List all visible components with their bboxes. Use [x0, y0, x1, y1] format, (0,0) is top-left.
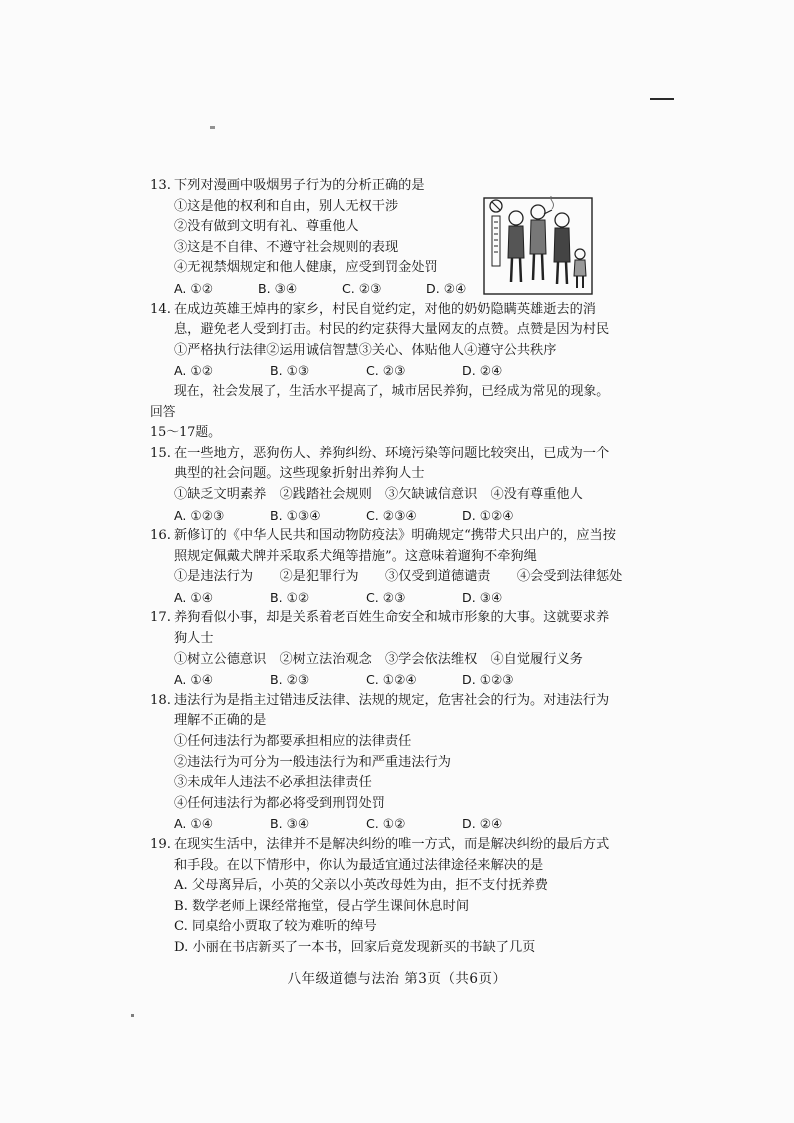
answer-choices: [150, 506, 620, 527]
question-text: 违法行为是指主过错违反法律、法规的规定，危害社会的行为。对违法行为理解不正确的是: [174, 692, 610, 729]
question-stem: [150, 526, 620, 567]
choice-a: A. ①④: [174, 672, 213, 688]
statement-4: ④任何违法行为都必将受到刑罚处罚: [174, 795, 385, 811]
answer-choices: [150, 361, 620, 382]
choice-a: A. 父母离异后，小英的父亲以小英改母姓为由，拒不支付抚养费: [174, 878, 548, 894]
question-text: 下列对漫画中吸烟男子行为的分析正确的是: [174, 178, 425, 193]
choice-c: C. ①②④: [366, 672, 417, 688]
choice-b: B. ③④: [270, 816, 310, 832]
answer-choices: [150, 588, 620, 609]
answer-choices: [150, 814, 620, 835]
choice-d: D. ①②③: [462, 672, 514, 688]
question-number: 16.: [150, 528, 171, 544]
choice-a: A. ①②③: [174, 507, 225, 523]
choice-a: A. ①②: [174, 363, 213, 379]
statement-list: ①是违法行为 ②是犯罪行为 ③仅受到道德谴责 ④会受到法律惩处: [174, 569, 623, 585]
choice-c: C. ②③: [366, 589, 406, 605]
question-number: 15.: [150, 445, 171, 461]
statement-list: ①严格执行法律②运用诚信智慧③关心、体贴他人④遵守公共秩序: [174, 342, 557, 358]
choice-b: B. ①③④: [270, 507, 321, 523]
choice-d: D. ①②④: [462, 507, 514, 523]
answer-choices: [150, 670, 620, 691]
question-text: 在成边英雄王焯冉的家乡，村民自觉约定，对他的奶奶隐瞒英雄逝去的消息，避免老人受到打击。村民的约定获得大量网友的点赞。点赞是因为村民: [174, 301, 610, 338]
question-stem: [150, 691, 620, 732]
statement-1: ①任何违法行为都要承担相应的法律责任: [174, 734, 412, 750]
statement-1: ①这是他的权利和自由，别人无权干涉: [174, 198, 399, 214]
statement-3: ③未成年人违法不必承担法律责任: [174, 775, 372, 791]
question-13: [150, 176, 620, 300]
choice-c: C. ②③④: [366, 507, 417, 523]
question-number: 13.: [150, 178, 171, 193]
statement-list: ①树立公德意识 ②树立法治观念 ③学会依法维权 ④自觉履行义务: [174, 651, 583, 667]
statement-4: ④无视禁烟规定和他人健康，应受到罚金处罚: [174, 260, 438, 276]
statement-2: ②没有做到文明有礼、尊重他人: [174, 219, 359, 235]
choice-c: C. 同桌给小贾取了较为难听的绰号: [174, 919, 377, 935]
question-16: [150, 526, 623, 608]
scan-mark-left: [131, 1014, 134, 1017]
choice-a: A. ①②: [174, 280, 213, 296]
choice-d: D. ②④: [462, 363, 503, 379]
answer-choices: [150, 279, 620, 300]
choice-a: A. ①④: [174, 589, 213, 605]
question-stem: [150, 176, 620, 197]
question-number: 14.: [150, 301, 171, 317]
question-text: 在一些地方，恶狗伤人、养狗纠纷、环境污染等问题比较突出，已成为一个典型的社会问题。这些现象折射出养狗人士: [174, 445, 610, 482]
choice-b: B. 数学老师上课经常拖堂，侵占学生课间休息时间: [174, 898, 470, 914]
choice-d: D. ②④: [462, 816, 503, 832]
question-text: 新修订的《中华人民共和国动物防疫法》明确规定“携带犬只出户的，应当按照规定佩戴犬牌并采取系犬绳等措施”。这意味着遛狗不牵狗绳: [174, 528, 616, 564]
question-text: 养狗看似小事，却是关系着老百姓生命安全和城市形象的大事。这就要求养狗人士: [174, 610, 610, 647]
question-15: [150, 444, 620, 526]
scan-mark-dot: [210, 126, 215, 129]
choice-b: B. ③④: [258, 280, 298, 296]
choice-d: D. ③④: [462, 589, 503, 605]
scan-mark-top-right: [650, 98, 674, 100]
material-passage-continued: 15～17题。: [150, 425, 221, 441]
question-number: 17.: [150, 610, 171, 626]
statement-3: ③这是不自律、不遵守社会规则的表现: [174, 239, 399, 255]
question-17: [150, 608, 620, 690]
choice-c: C. ②③: [366, 363, 406, 379]
choice-a: A. ①④: [174, 816, 213, 832]
choice-b: B. ②③: [270, 672, 310, 688]
question-stem: [150, 444, 620, 485]
choice-c: C. ①②: [366, 816, 406, 832]
question-number: 18.: [150, 692, 171, 708]
material-passage: 现在，社会发展了，生活水平提高了，城市居民养狗，已经成为常见的现象。回答: [150, 383, 610, 420]
choice-c: C. ②③: [342, 280, 382, 296]
statement-2: ②违法行为可分为一般违法行为和严重违法行为: [174, 754, 451, 770]
choice-d: D. ②④: [426, 280, 467, 296]
choice-b: B. ①②: [270, 589, 310, 605]
question-stem: [150, 608, 620, 649]
question-stem: [150, 835, 620, 876]
question-number: 19.: [150, 837, 171, 852]
choice-b: B. ①③: [270, 363, 310, 379]
choice-d: D. 小丽在书店新买了一本书，回家后竟发现新买的书缺了几页: [174, 939, 536, 955]
question-stem: [150, 300, 620, 341]
question-list: [150, 176, 623, 959]
statement-list: ①缺乏文明素养 ②践踏社会规则 ③欠缺诚信意识 ④没有尊重他人: [174, 486, 583, 502]
question-14: [150, 300, 620, 382]
question-18: [150, 691, 620, 835]
question-19: [150, 835, 620, 959]
question-text: 在现实生活中，法律并不是解决纠纷的唯一方式，而是解决纠纷的最后方式和手段。在以下情形中，你认为最适宜通过法律途径来解决的是: [174, 837, 610, 873]
page-footer: 八年级道德与法治 第3页（共6页）: [287, 971, 507, 987]
